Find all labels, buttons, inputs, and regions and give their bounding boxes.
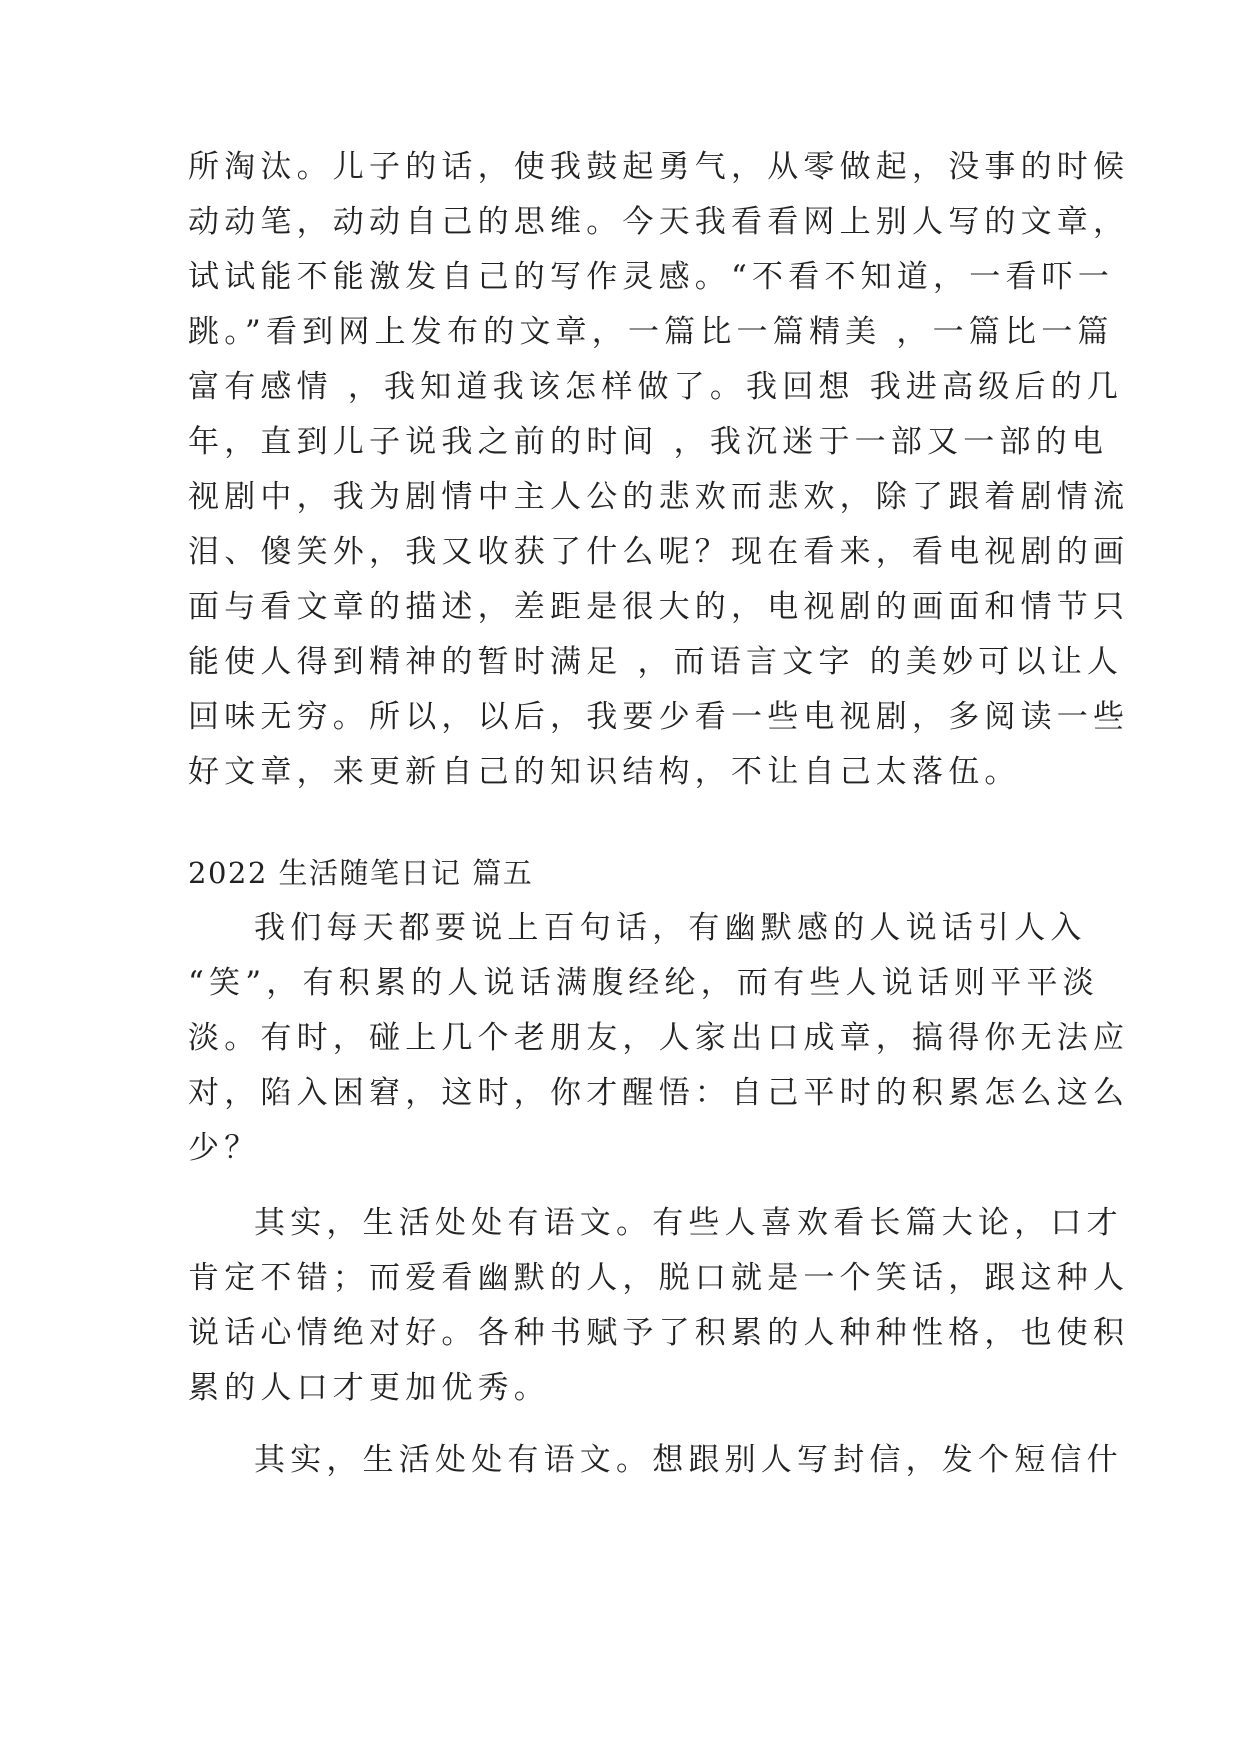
text-line: 动动笔，动动自己的思维。今天我看看网上别人写的文章，	[188, 204, 1130, 240]
text-line: 少？	[188, 1130, 261, 1166]
text-line: 试试能不能激发自己的写作灵感。“不看不知道，一看吓一	[188, 259, 1115, 295]
text-line: 累的人口才更加优秀。	[188, 1370, 550, 1406]
text-line: 面与看文章的描述，差距是很大的，电视剧的画面和情节只	[188, 589, 1130, 625]
text-line: 我们每天都要说上百句话，有幽默感的人说话引人入	[254, 910, 1087, 946]
section-heading: 2022 生活随笔日记 篇五	[188, 856, 534, 890]
text-line: 跳。”看到网上发布的文章，一篇比一篇精美 ，一篇比一篇	[188, 314, 1114, 350]
text-line: 回味无穷。所以，以后，我要少看一些电视剧，多阅读一些	[188, 699, 1130, 735]
text-line: 淡。有时，碰上几个老朋友，人家出口成章，搞得你无法应	[188, 1020, 1130, 1056]
text-line: 其实，生活处处有语文。有些人喜欢看长篇大论，口才	[254, 1205, 1123, 1241]
text-line: 年，直到儿子说我之前的时间 ，我沉迷于一部又一部的电	[188, 424, 1109, 460]
text-line: 肯定不错；而爱看幽默的人，脱口就是一个笑话，跟这种人	[188, 1260, 1130, 1296]
text-line: 其实，生活处处有语文。想跟别人写封信，发个短信什	[254, 1442, 1123, 1478]
text-line: 所淘汰。儿子的话，使我鼓起勇气，从零做起，没事的时候	[188, 149, 1130, 185]
text-line: “笑”，有积累的人说话满腹经纶，而有些人说话则平平淡	[188, 965, 1099, 1001]
text-line: 泪、傻笑外，我又收获了什么呢？现在看来，看电视剧的画	[188, 534, 1130, 570]
text-line: 对，陷入困窘，这时，你才醒悟：自己平时的积累怎么这么	[188, 1075, 1130, 1111]
text-line: 好文章，来更新自己的知识结构，不让自己太落伍。	[188, 754, 1021, 790]
text-line: 说话心情绝对好。各种书赋予了积累的人种种性格，也使积	[188, 1315, 1130, 1351]
text-line: 视剧中，我为剧情中主人公的悲欢而悲欢，除了跟着剧情流	[188, 479, 1130, 515]
text-line: 能使人得到精神的暂时满足 ，而语言文字 的美妙可以让人	[188, 644, 1124, 680]
text-line: 富有感情 ，我知道我该怎样做了。我回想 我进高级后的几	[188, 369, 1124, 405]
